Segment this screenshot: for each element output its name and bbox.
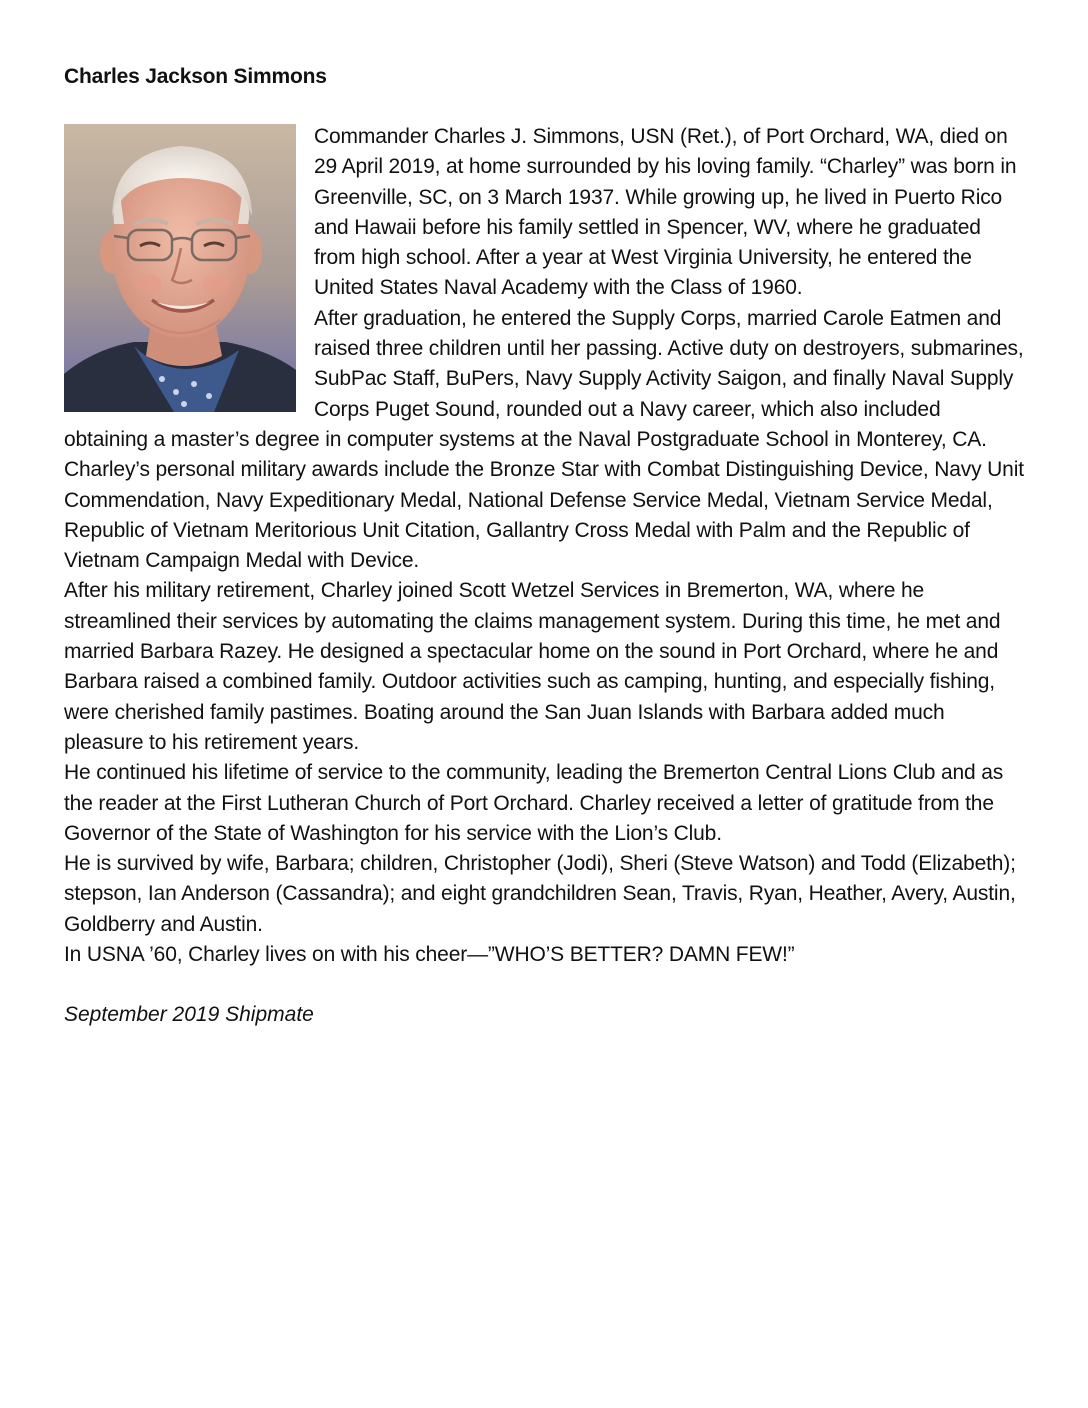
paragraph-service: He continued his lifetime of service to the community, leading the Bremerton Central Lions Club and as the reader at the First Lutheran Church of Port Orchard. Charley received a letter of gratitude from the Governor of the State of Washington for his service with the Lion’s Club.	[64, 761, 1004, 845]
paragraph-survivors: He is survived by wife, Barbara; children, Christopher (Jodi), Sheri (Steve Watson) and Todd (Elizabeth); stepson, Ian Anderson (Cassandra); and eight grandchildren Sean, Travis, Ryan, Heather, Avery, Austin, Goldberry and Austin.	[64, 852, 1016, 936]
paragraph-career: After graduation, he entered the Supply Corps, married Carole Eatmen and raised three children until her passing. Active duty on destroyers, submarines, SubPac Staff, BuPers, Navy Supply Activity Saigon, and finally Naval Supply Corps Puget Sound, rounded out a Navy career, which also included obtaining a master’s degree in computer systems at the Naval Postgraduate School in Monterey, CA.	[64, 306, 1024, 451]
obituary-body	[64, 122, 1026, 970]
paragraph-cheer: In USNA ’60, Charley lives on with his cheer—”WHO’S BETTER? DAMN FEW!”	[64, 943, 795, 967]
portrait-photo	[64, 124, 296, 412]
paragraph-intro: Commander Charles J. Simmons, USN (Ret.), of Port Orchard, WA, died on 29 April 2019, at home surrounded by his loving family. “Charley” was born in Greenville, SC, on 3 March 1937. While growing up, he lived in Puerto Rico and Hawaii before his family settled in Spencer, WV, where he graduated from high school. After a year at West Virginia University, he entered the United States Naval Academy with the Class of 1960.	[314, 125, 1017, 300]
source-footer: September 2019 Shipmate	[64, 1003, 314, 1027]
paragraph-awards: Charley’s personal military awards include the Bronze Star with Combat Distinguishing Device, Navy Unit Commendation, Navy Expeditionary Medal, National Defense Service Medal, Vietnam Service Medal, Republic of Vietnam Meritorious Unit Citation, Gallantry Cross Medal with Palm and the Republic of Vietnam Campaign Medal with Device.	[64, 458, 1024, 573]
paragraph-retirement: After his military retirement, Charley joined Scott Wetzel Services in Bremerton, WA, where he streamlined their services by automating the claims management system. During this time, he met and married Barbara Razey. He designed a spectacular home on the sound in Port Orchard, where he and Barbara raised a combined family. Outdoor activities such as camping, hunting, and especially fishing, were cherished family pastimes. Boating around the San Juan Islands with Barbara added much pleasure to his retirement years.	[64, 579, 1001, 754]
obituary-page	[64, 62, 1026, 1030]
page-title: Charles Jackson Simmons	[64, 65, 327, 88]
